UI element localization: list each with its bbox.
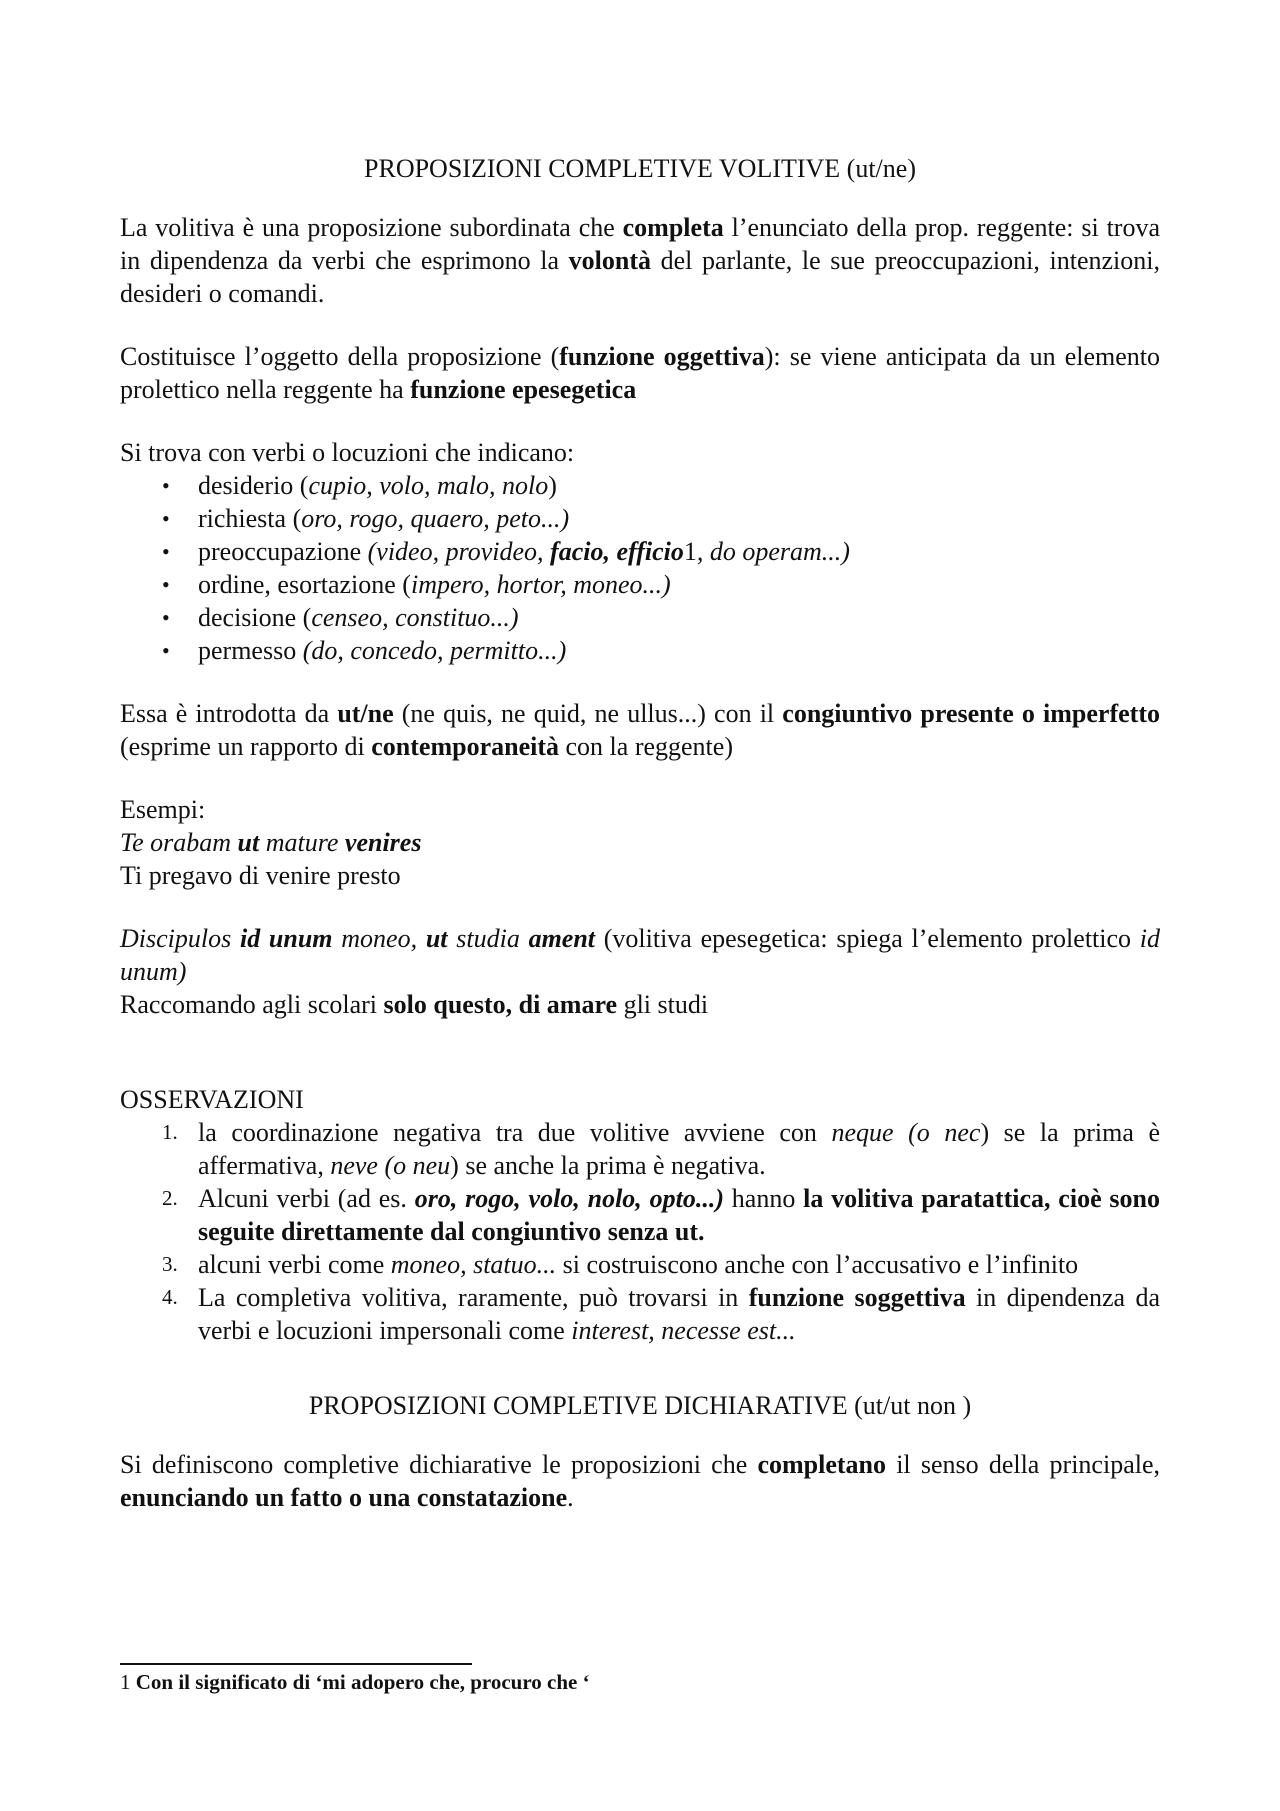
list-item xyxy=(162,469,1160,502)
text: gli studi xyxy=(617,990,709,1019)
list-item xyxy=(162,1116,1160,1182)
footnote-number: 1 xyxy=(120,1670,136,1694)
text: Raccomando agli scolari xyxy=(120,990,384,1019)
paragraph-dichiarative xyxy=(120,1448,1160,1514)
italic-text: interest, necesse est... xyxy=(571,1316,796,1345)
item-examples: impero, hortor, moneo...) xyxy=(410,570,671,599)
italic-text: neve (o neu xyxy=(330,1151,451,1180)
latin-text: moneo, xyxy=(332,924,426,953)
bold-term-funzione-epesegetica: funzione epesegetica xyxy=(410,375,637,404)
text: si costruiscono anche con l’accusativo e l’infinito xyxy=(556,1250,1079,1279)
footnote-ref: 1 xyxy=(683,537,697,566)
paragraph-verbs-intro: Si trova con verbi o locuzioni che indicano: xyxy=(120,438,575,467)
list-item xyxy=(162,601,1160,634)
italic-text: moneo, statuo... xyxy=(390,1250,557,1279)
text: ) se la prima è affermativa, xyxy=(198,1118,1160,1180)
latin-text: studia xyxy=(447,924,529,953)
list-item xyxy=(162,1248,1160,1281)
footnote xyxy=(120,1668,590,1696)
text: il senso della principale, xyxy=(886,1450,1161,1479)
text: Si definiscono completive dichiarative le proposizioni che xyxy=(120,1450,758,1479)
list-item xyxy=(162,1182,1160,1248)
list-item xyxy=(162,535,1160,568)
example-latin xyxy=(120,922,1160,988)
bold-term-enunciando: enunciando un fatto o una constatazione xyxy=(120,1483,568,1512)
text: Essa è introdotta da xyxy=(120,699,338,728)
item-examples: oro, rogo, quaero, peto...) xyxy=(301,504,570,533)
examples-block-2 xyxy=(120,922,1160,1021)
text: hanno xyxy=(723,1184,804,1213)
item-number: 4. xyxy=(162,1285,178,1309)
item-examples: (do, concedo, permitto...) xyxy=(302,636,567,665)
text: l’enunciato della prop. reggente: si trova in dipendenza da verbi che esprimono la xyxy=(120,213,1161,275)
section-title-volitive: PROPOSIZIONI COMPLETIVE VOLITIVE (ut/ne) xyxy=(364,154,916,183)
bold-term-funzione-oggettiva: funzione oggettiva xyxy=(559,342,765,371)
italic-text: neque (o nec xyxy=(831,1118,981,1147)
paragraph-introduction xyxy=(120,697,1160,763)
list-item xyxy=(162,1281,1160,1347)
item-number: 2. xyxy=(162,1186,178,1210)
item-label: permesso xyxy=(198,636,303,665)
item-label: richiesta ( xyxy=(198,504,302,533)
latin-bold: venires xyxy=(344,828,422,857)
examples-heading: Esempi: xyxy=(120,795,206,824)
bold-term-completa: completa xyxy=(622,213,724,242)
text: del parlante, le sue preoccupazioni, intenzioni, desideri o comandi. xyxy=(120,246,1160,308)
item-examples: cupio, volo, malo, nolo xyxy=(308,471,549,500)
text: La completiva volitiva, raramente, può trovarsi in xyxy=(198,1283,749,1312)
bold-text: funzione soggettiva xyxy=(748,1283,966,1312)
section-title-dichiarative: PROPOSIZIONI COMPLETIVE DICHIARATIVE (ut/ut non ) xyxy=(308,1391,972,1420)
text: ): se viene anticipata da un elemento prolettico nella reggente ha xyxy=(120,342,1160,404)
item-close: ) xyxy=(548,471,557,500)
text: La volitiva è una proposizione subordinata che xyxy=(120,213,623,242)
item-examples: , do operam...) xyxy=(696,537,850,566)
latin-text: mature xyxy=(259,828,345,857)
text: Costituisce l’oggetto della proposizione ( xyxy=(120,342,560,371)
paragraph-function xyxy=(120,340,1160,406)
example-translation xyxy=(120,988,1160,1021)
item-label: preoccupazione xyxy=(198,537,368,566)
bold-text: solo questo, di amare xyxy=(383,990,618,1019)
footnote-separator xyxy=(120,1663,472,1665)
list-item xyxy=(162,568,1160,601)
paragraph-definition xyxy=(120,211,1160,310)
verb-category-list xyxy=(120,469,1160,667)
footnote-text: Con il significato di ‘mi adopero che, procuro che ‘ xyxy=(135,1670,590,1694)
bold-text: la volitiva paratattica, cioè sono seguite direttamente dal congiuntivo senza ut. xyxy=(198,1184,1160,1246)
document-page xyxy=(120,140,1160,1544)
bold-term-ut-ne: ut/ne xyxy=(337,699,394,728)
text: con la reggente) xyxy=(559,732,733,761)
item-label: ordine, esortazione ( xyxy=(198,570,411,599)
list-item xyxy=(162,502,1160,535)
example-note-italic: id unum) xyxy=(120,924,1160,986)
bold-term-congiuntivo: congiuntivo presente o imperfetto xyxy=(782,699,1160,728)
text: alcuni verbi come xyxy=(198,1250,391,1279)
item-number: 1. xyxy=(162,1120,178,1144)
text: (esprime un rapporto di xyxy=(120,732,372,761)
observations-list xyxy=(120,1116,1160,1347)
text: la coordinazione negativa tra due volitive avviene con xyxy=(198,1118,832,1147)
examples-block-1 xyxy=(120,793,1160,892)
bold-term-contemporaneita: contemporaneità xyxy=(371,732,560,761)
bold-term-volonta: volontà xyxy=(568,246,651,275)
latin-bold: ament xyxy=(528,924,596,953)
item-label: decisione ( xyxy=(198,603,312,632)
bold-italic-text: oro, rogo, volo, nolo, opto...) xyxy=(414,1184,724,1213)
item-examples-bold: facio, efficio xyxy=(550,537,684,566)
text: in dipendenza da verbi e locuzioni impersonali come xyxy=(198,1283,1160,1345)
list-item xyxy=(162,634,1160,667)
text: . xyxy=(567,1483,574,1512)
item-label: desiderio ( xyxy=(198,471,309,500)
item-examples: (video, provideo, xyxy=(367,537,551,566)
example-latin xyxy=(120,826,1160,859)
latin-text: Discipulos xyxy=(120,924,240,953)
latin-bold: ut xyxy=(237,828,260,857)
latin-bold: ut xyxy=(425,924,448,953)
example-translation: Ti pregavo di venire presto xyxy=(120,861,401,890)
item-number: 3. xyxy=(162,1252,178,1276)
bold-term-completano: completano xyxy=(757,1450,886,1479)
text: (ne quis, ne quid, ne ullus...) con il xyxy=(393,699,783,728)
observations-heading: OSSERVAZIONI xyxy=(120,1085,304,1114)
text: ) se anche la prima è negativa. xyxy=(450,1151,766,1180)
item-examples: censeo, constituo...) xyxy=(311,603,519,632)
latin-bold: id unum xyxy=(239,924,333,953)
text: Alcuni verbi (ad es. xyxy=(198,1184,415,1213)
latin-text: Te orabam xyxy=(120,828,238,857)
example-note: (volitiva epesegetica: spiega l’elemento prolettico xyxy=(595,924,1140,953)
